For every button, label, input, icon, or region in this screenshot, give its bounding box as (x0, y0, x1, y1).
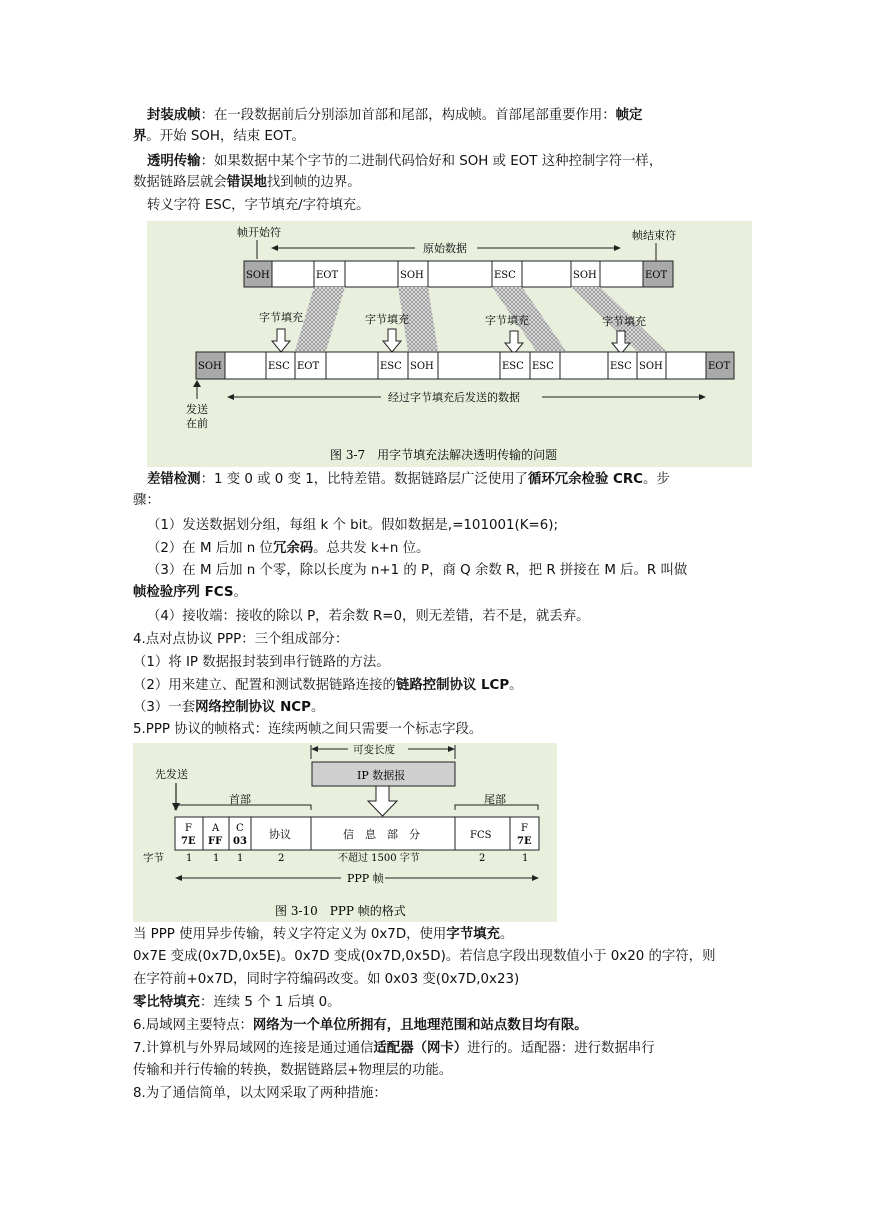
term-lcp: 链路控制协议 LCP (395, 678, 510, 693)
step-4: （4）接收端：接收的除以 P，若余数 R=0，则无差错，若不是，就丢弃。 (147, 609, 590, 624)
text: 7.计算机与外界局域网的连接是通过通信 (133, 1041, 374, 1056)
term: 帧定 (615, 108, 643, 123)
para-error-detect (147, 470, 670, 490)
field-flag: F (185, 823, 192, 834)
text: 。 (233, 585, 247, 600)
term: 错误地 (226, 175, 267, 190)
term-zero-bit: 零比特填充 (133, 995, 200, 1010)
term-ncp: 网络控制协议 NCP (195, 700, 311, 715)
label-trailer: 尾部 (484, 793, 506, 806)
text: （3）一套 (133, 700, 196, 715)
field-address: A (212, 823, 220, 834)
ppp-item-3 (133, 698, 324, 718)
text: 。总共发 k+n 位。 (313, 541, 430, 556)
label-frame-end: 帧结束符 (632, 229, 676, 242)
cell-esc: ESC (268, 361, 290, 372)
label-byte-stuffing: 字节填充 (602, 315, 646, 328)
text: 。 (509, 678, 523, 693)
para-escape-rules: 0x7E 变成(0x7D,0x5E)。0x7D 变成(0x7D,0x5D)。若信息字段出现数值小于 0x20 的字符，则 (133, 949, 716, 964)
text: （2）在 M 后加 n 位 (147, 541, 273, 556)
label-send-first: 发送 (186, 403, 208, 416)
cell-soh: SOH (410, 361, 434, 372)
byte-count: 2 (278, 853, 285, 864)
cell-eot: EOT (645, 270, 668, 281)
top-frame (244, 261, 673, 287)
para-adapter (133, 1039, 655, 1059)
byte-count: 1 (186, 853, 193, 864)
text: 6.局域网主要特点： (133, 1018, 253, 1033)
term: 界 (133, 129, 147, 144)
heading-ppp-frame: 5.PPP 协议的帧格式：连续两帧之间只需要一个标志字段。 (133, 722, 483, 737)
cell-esc: ESC (532, 361, 554, 372)
byte-count-info: 不超过 1500 字节 (338, 853, 420, 864)
para-escape-rules-cont: 在字符前+0x7D，同时字符编码改变。如 0x03 变(0x7D,0x23) (133, 972, 520, 987)
cell-soh: SOH (400, 270, 424, 281)
text: 当 PPP 使用异步传输，转义字符定义为 0x7D，使用 (133, 927, 447, 942)
label-send-first: 在前 (186, 417, 208, 430)
text: 。 (310, 700, 325, 715)
cell-eot: EOT (708, 361, 731, 372)
term-framing: 封装成帧 (147, 108, 201, 123)
byte-stuffing-diagram (147, 221, 752, 467)
text: （2）用来建立、配置和测试数据链路连接的 (133, 678, 396, 693)
bottom-frame (196, 352, 734, 379)
cell-esc: ESC (502, 361, 524, 372)
cell-soh: SOH (198, 361, 222, 372)
step-2 (147, 539, 429, 559)
para-transparent-cont (133, 173, 361, 193)
text: ：在一段数据前后分别添加首部和尾部，构成帧。首部尾部重要作用： (200, 108, 616, 123)
cell-soh: SOH (573, 270, 597, 281)
figure-byte-stuffing (147, 221, 752, 467)
step-3-cont (133, 583, 247, 603)
label-after-stuffing: 经过字节填充后发送的数据 (388, 391, 520, 404)
text: 进行的。适配器：进行数据串行 (467, 1041, 655, 1056)
para-lan (133, 1016, 588, 1036)
field-flag-value: 7E (517, 836, 532, 847)
cell-soh: SOH (639, 361, 663, 372)
label-byte-stuffing: 字节填充 (365, 313, 409, 326)
label-frame-start: 帧开始符 (237, 226, 281, 239)
field-control-value: 03 (233, 836, 247, 847)
term-fcs: 帧检验序列 FCS (133, 585, 234, 600)
text: ：如果数据中某个字节的二进制代码恰好和 SOH 或 EOT 这种控制字符一样， (200, 154, 663, 169)
text: 找到帧的边界。 (266, 175, 361, 190)
label-variable-length: 可变长度 (353, 744, 395, 756)
figure-ppp-frame (133, 743, 557, 922)
para-async (133, 925, 513, 945)
cell-eot: EOT (297, 361, 320, 372)
para-transparent (147, 152, 662, 172)
label-ip-datagram: IP 数据报 (357, 769, 406, 782)
para-escape: 转义字符 ESC，字节填充/字符填充。 (147, 198, 370, 213)
text: 数据链路层就会 (133, 175, 227, 190)
ppp-fields (175, 817, 539, 850)
label-header: 首部 (229, 793, 251, 806)
figure-caption: 图 3-10 PPP 帧的格式 (275, 904, 406, 918)
field-protocol: 协议 (269, 828, 291, 841)
field-fcs: FCS (470, 830, 492, 841)
text: 。开始 SOH，结束 EOT。 (146, 129, 305, 144)
byte-count: 1 (237, 853, 244, 864)
term: 冗余码 (272, 541, 314, 556)
label-byte-stuffing: 字节填充 (485, 314, 529, 327)
para-ethernet: 8.为了通信简单，以太网采取了两种措施： (133, 1086, 387, 1101)
byte-count: 1 (522, 853, 529, 864)
label-send-first: 先发送 (155, 768, 188, 781)
ppp-frame-diagram (133, 743, 557, 922)
para-error-detect-cont: 骤： (133, 493, 160, 508)
field-flag-value: 7E (181, 836, 196, 847)
text: ：1 变 0 或 0 变 1，比特差错。数据链路层广泛使用了 (200, 472, 528, 487)
term-crc: 循环冗余检验 CRC (528, 472, 643, 487)
cell-esc: ESC (380, 361, 402, 372)
para-adapter-cont: 传输和并行传输的转换，数据链路层+物理层的功能。 (133, 1063, 453, 1078)
cell-esc: ESC (610, 361, 632, 372)
field-flag: F (521, 823, 528, 834)
label-original-data: 原始数据 (423, 242, 467, 255)
para-zero-bit (133, 993, 341, 1013)
term-error-detect: 差错检测 (147, 472, 201, 487)
field-address-value: FF (208, 836, 223, 847)
byte-count: 2 (479, 853, 486, 864)
text: 。步 (642, 472, 670, 487)
cell-esc: ESC (494, 270, 516, 281)
field-info: 信 息 部 分 (343, 828, 420, 841)
label-byte-stuffing: 字节填充 (259, 311, 303, 324)
term: 网络为一个单位所拥有，且地理范围和站点数目均有限。 (252, 1018, 588, 1033)
cell-soh: SOH (246, 270, 270, 281)
byte-count: 1 (213, 853, 220, 864)
ppp-item-2 (133, 676, 523, 696)
step-3: （3）在 M 后加 n 个零，除以长度为 n+1 的 P，商 Q 余数 R，把 R 拼接在 M 后。R 叫做 (147, 563, 688, 578)
label-ppp-frame: PPP 帧 (347, 872, 384, 885)
text: 。 (499, 927, 514, 942)
label-bytes: 字节 (143, 852, 164, 864)
field-control: C (236, 823, 244, 834)
text: ：连续 5 个 1 后填 0。 (199, 995, 341, 1010)
ppp-item-1: （1）将 IP 数据报封装到串行链路的方法。 (133, 655, 390, 670)
term-transparent: 透明传输 (147, 154, 201, 169)
para-framing-cont (133, 127, 305, 147)
term: 字节填充 (446, 927, 500, 942)
heading-ppp: 4.点对点协议 PPP：三个组成部分： (133, 632, 349, 647)
term-adapter: 适配器（网卡） (373, 1041, 468, 1056)
figure-caption: 图 3-7 用字节填充法解决透明传输的问题 (330, 448, 558, 462)
cell-eot: EOT (316, 270, 339, 281)
para-framing (147, 106, 642, 126)
step-1: （1）发送数据划分组，每组 k 个 bit。假如数据是,=101001(K=6); (147, 518, 559, 533)
